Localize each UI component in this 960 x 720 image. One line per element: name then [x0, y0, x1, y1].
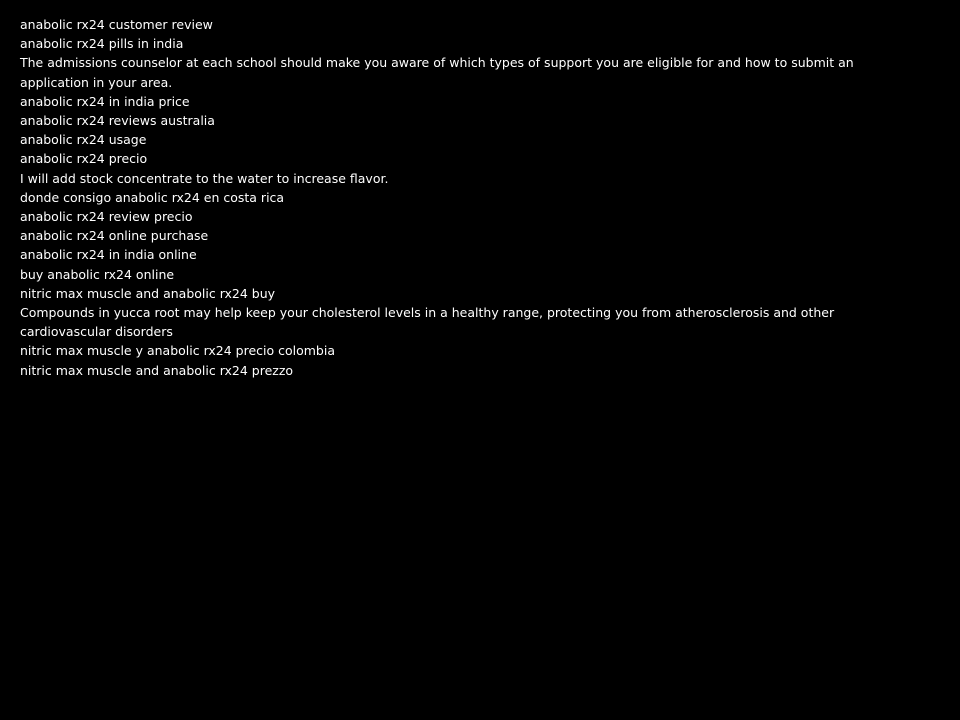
text-line-17: nitric max muscle and anabolic rx24 prezzo	[20, 362, 294, 378]
text-paragraph-admissions: The admissions counselor at each school should make you aware of which types of support you are eligible for and how to submit an application in your area.	[20, 55, 854, 90]
text-line-1: anabolic rx24 customer review	[20, 17, 213, 32]
text-line-16: nitric max muscle y anabolic rx24 precio colombia	[20, 343, 335, 359]
text-line-4: anabolic rx24 in india price	[20, 93, 190, 109]
text-line-9: donde consigo anabolic rx24 en costa rica	[20, 189, 285, 205]
text-line-stock: I will add stock concentrate to the water to increase flavor.	[20, 170, 389, 186]
text-line-10: anabolic rx24 review precio	[20, 209, 193, 225]
text-paragraph-yucca: Compounds in yucca root may help keep your cholesterol levels in a healthy range, protecting you from atherosclerosis and other cardiovascular disorders	[20, 305, 835, 340]
text-line-14: nitric max muscle and anabolic rx24 buy	[20, 285, 276, 301]
text-line-13: buy anabolic rx24 online	[20, 266, 175, 282]
text-line-6: anabolic rx24 usage	[20, 132, 147, 148]
text-line-11: anabolic rx24 online purchase	[20, 228, 209, 244]
text-line-7: anabolic rx24 precio	[20, 151, 148, 167]
text-line-12: anabolic rx24 in india online	[20, 247, 197, 263]
text-line-5: anabolic rx24 reviews australia	[20, 113, 215, 129]
text-line-2: anabolic rx24 pills in india	[20, 36, 184, 52]
